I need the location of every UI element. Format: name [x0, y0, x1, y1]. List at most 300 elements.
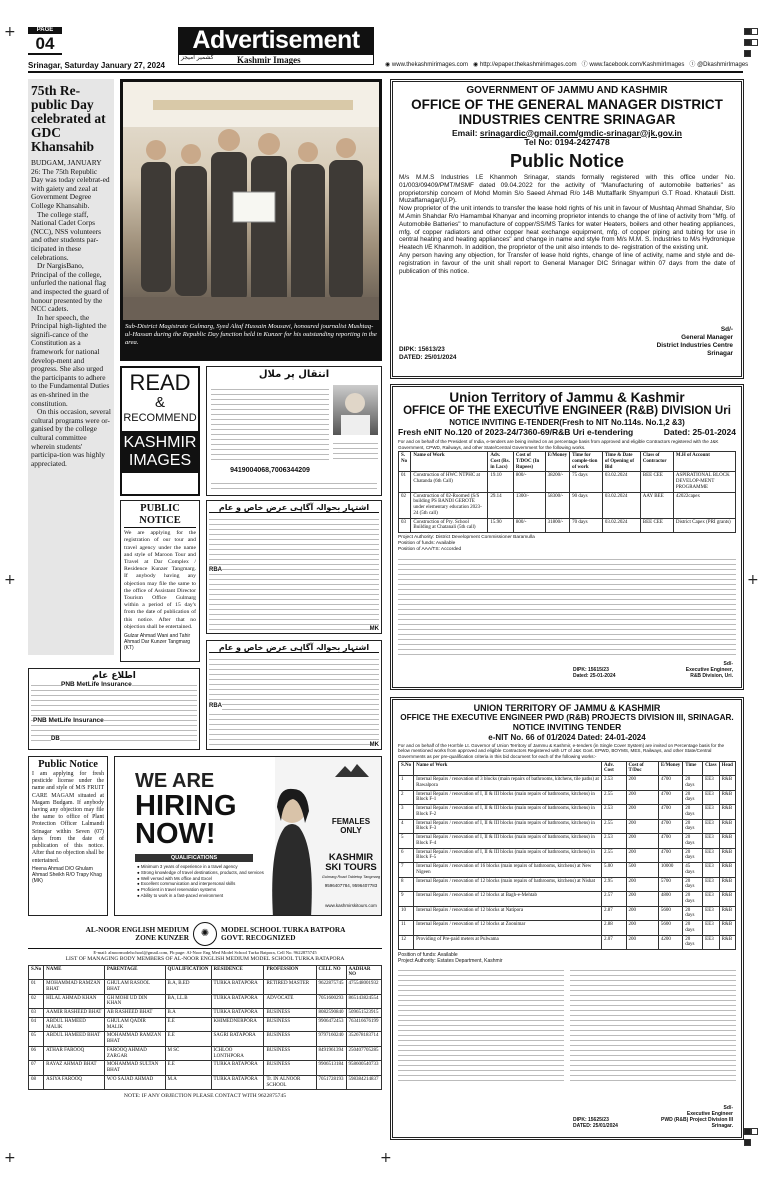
pwd-schedule-text-lines [398, 966, 564, 1084]
web-link-site[interactable]: www.thekashmirimages.com [391, 62, 468, 68]
pnb-heading: اطلاع عام [92, 671, 136, 681]
table-cell: Internal Repairs / renovation of 12 blocks (main repairs of bathrooms, kitchens) at Nishat [414, 877, 602, 892]
pwd-funds-value: Available [437, 952, 458, 958]
brand-site[interactable]: www.kashmirskitours.com [325, 903, 377, 908]
uri-works-rows [399, 472, 736, 533]
table-cell: BA, LL.B [165, 994, 211, 1009]
table-cell: 200 [626, 776, 658, 791]
school-notice [28, 922, 382, 1140]
table-cell: 4700 [658, 805, 682, 820]
table-header-row [399, 452, 736, 472]
table-row [399, 819, 736, 834]
table-cell: 2.57 [602, 892, 626, 907]
brand-name-1: KASHMIR [328, 852, 374, 863]
table-cell: 200 [626, 805, 658, 820]
table-cell: AAY BEE [640, 492, 673, 518]
table-cell: 2.07 [602, 935, 626, 950]
globe-icon: ◉ [472, 62, 479, 68]
table-cell: EE3 [703, 790, 719, 805]
web-link-epaper[interactable]: http://epaper.thekashmirimages.com [479, 62, 577, 68]
story-paragraph: On this occasion, several cultural programs were or-ganised by the college cultural committee wherein students' participa-tion was highly appreciated. [31, 407, 111, 468]
color-bar-bottom [744, 1128, 758, 1150]
pnb-text-lines [31, 681, 197, 743]
table-cell: R&B [719, 790, 735, 805]
table-row [29, 1046, 382, 1061]
table-cell: BUSINESS [264, 1061, 316, 1076]
school-title-right-2: GOVT. RECOGNIZED [221, 933, 296, 942]
notice-heading: PUBLIC NOTICE [124, 503, 196, 528]
table-header: S.No [399, 761, 414, 776]
story-body [31, 159, 111, 468]
table-row [399, 776, 736, 791]
table-cell: 8 [399, 877, 414, 892]
table-cell: RETIRED MASTER [264, 980, 316, 995]
page-label: PAGE [28, 27, 62, 34]
obituary-text-lines-right [333, 439, 378, 463]
table-header: Class of Contractor [640, 452, 673, 472]
hiring-line-1: WE ARE [135, 770, 215, 792]
obituary-text-lines [211, 385, 329, 463]
table-cell: 2.53 [602, 805, 626, 820]
table-cell: 250407705285 [346, 1046, 381, 1061]
table-cell: 11 [399, 921, 414, 936]
obituary-text-footer [211, 479, 377, 491]
uri-dated: Dated: 25-01-2024 [663, 427, 736, 438]
table-cell: 20 days [683, 834, 703, 849]
table-cell: 06 [29, 1046, 44, 1061]
table-cell: 45 days [683, 863, 703, 878]
table-cell: 4700 [658, 776, 682, 791]
uri-tender-notice [390, 384, 744, 690]
pnb-brand: PNB MetLife Insurance [61, 681, 132, 689]
registration-mark-bottom-center: + [380, 1150, 392, 1166]
table-cell: 4200 [658, 935, 682, 950]
globe-icon: ◉ [385, 62, 391, 68]
brand-logo-small [327, 763, 377, 780]
gm-heading: Public Notice [509, 151, 625, 172]
gm-email-label: Email: [452, 127, 478, 138]
table-header: AADHAR NO [346, 965, 381, 980]
table-cell: 200 [626, 834, 658, 849]
uri-footer-value: District Development Commissioner Baramulla [435, 535, 535, 541]
school-title-left-1: AL-NOOR ENGLISH MEDIUM [85, 924, 189, 934]
table-cell: 500 [626, 863, 658, 878]
urdu-notice-text-lines [209, 515, 379, 633]
web-link-facebook[interactable]: www.facebook.com/KashmirImages [589, 62, 685, 68]
table-cell: 90 days [570, 492, 603, 518]
model-photo [265, 777, 319, 916]
table-cell: MOHAMMAD RAMZAN BHAT [44, 980, 105, 995]
table-cell: 2.53 [602, 776, 626, 791]
table-cell: 20 days [683, 790, 703, 805]
table-row [399, 472, 736, 492]
table-header: Time & Date of Opening of Bid [602, 452, 640, 472]
gm-signature: Sd/- General Manager District Industries Centre Srinagar [656, 326, 733, 357]
news-photo [123, 82, 379, 320]
urdu-notice-2 [206, 640, 382, 750]
table-cell: MOHAMMAD RAMZAN BHAT [104, 1032, 165, 1047]
table-cell: E.E [165, 1061, 211, 1076]
registration-mark-mid-right: + [747, 572, 759, 588]
table-cell: EE3 [703, 892, 719, 907]
pwd-terms-text-lines [570, 966, 736, 1084]
table-cell: TURKA BATAPORA [211, 980, 264, 995]
table-cell: Internal Repairs / renovation of 3 blocks (main repairs of bathrooms, kitchens, tile paths) at Rawalpora [414, 776, 602, 791]
table-header: Class [703, 761, 719, 776]
table-cell: 200 [626, 877, 658, 892]
gm-office-1: OFFICE OF THE GENERAL MANAGER DISTRICT [411, 96, 723, 112]
table-cell: Internal Repairs / renovation of I, II & III blocks (main repairs of bathrooms, kitchens) in Block F-5 [414, 848, 602, 863]
table-row [399, 877, 736, 892]
table-header: E/Money [658, 761, 682, 776]
table-cell: 2.88 [602, 921, 626, 936]
table-cell: 1300/- [513, 492, 545, 518]
table-cell: 29.14 [488, 492, 513, 518]
table-cell: 9622875745 [316, 980, 346, 995]
table-cell: R&B [719, 935, 735, 950]
table-cell: 9906472453 [316, 1017, 346, 1032]
story-paragraph: Dr NargisBano, Principal of the college, unfurled the national flag and inspected the guard of honour presented by the NCC cadets. [31, 261, 109, 314]
brand-tagline: Gulmarg Road Tabletop Tangmarg [321, 875, 381, 879]
table-cell: SAGRI BATAPORA [211, 1032, 264, 1047]
table-cell: 2.55 [602, 819, 626, 834]
table-cell: FAROOQ AHMAD ZARGAR [104, 1046, 165, 1061]
table-cell: Tr. IN ALNOOR SCHOOL [264, 1075, 316, 1090]
table-cell: Internal Repairs / renovation of 12 blocks at Zoonimar [414, 921, 602, 936]
table-row [399, 921, 736, 936]
table-cell: EE3 [703, 819, 719, 834]
notice-signature: Heena Ahmad D/O Ghulam Ahmad Sheikh R/O Trapy Khag (MK) [32, 865, 102, 884]
table-cell: 200 [626, 892, 658, 907]
table-cell: Internal Repairs / renovation of I, II & III blocks (main repairs of bathrooms, kitchens) in Block F-2 [414, 805, 602, 820]
table-cell: ATHAR FAROOQ [44, 1046, 105, 1061]
brand-phone: 9596407784, 9596407783 [324, 883, 378, 888]
qualification-item: ● Well versed with Ms office and Excel [137, 875, 212, 881]
table-cell: AAMIR RASHEED BHAT [44, 1009, 105, 1018]
table-row [29, 1075, 382, 1090]
pwd-works-table [398, 761, 736, 951]
table-cell: 509651523915 [346, 1009, 381, 1018]
table-cell: 20 days [683, 819, 703, 834]
table-cell: 7051600293 [316, 994, 346, 1009]
managing-body-table [28, 965, 382, 1091]
table-row [399, 863, 736, 878]
registration-mark-bottom-left: + [4, 1150, 16, 1166]
gm-dipk: DIPK: 15613/23 DATED: 25/01/2024 [399, 346, 457, 361]
table-cell: 200 [626, 790, 658, 805]
table-cell: Internal Repairs / renovation of 16 blocks (main repairs of bathrooms, kitchens) at New Nigeen [414, 863, 602, 878]
table-header: S. No [399, 452, 411, 472]
table-cell: GHULAM RASOOL BHAT [104, 980, 165, 995]
table-cell: E.E [165, 1017, 211, 1032]
table-cell: R&B [719, 892, 735, 907]
school-emblem-icon: ✺ [193, 922, 217, 946]
table-cell: HILAL AHMAD KHAN [44, 994, 105, 1009]
hiring-line-3: NOW! [135, 818, 216, 850]
table-cell: 58300/- [545, 492, 569, 518]
table-cell: 15.90 [488, 518, 513, 533]
table-cell: 70 days [570, 518, 603, 533]
table-cell: R&B [719, 877, 735, 892]
hiring-ad [114, 756, 382, 916]
table-cell: ABDUL HAMEED BHAT [44, 1032, 105, 1047]
urdu-notice-1 [206, 500, 382, 634]
table-cell: Internal Repairs / renovation of I, II & III blocks (main repairs of bathrooms, kitchens) in Block F-4 [414, 834, 602, 849]
table-cell: R&B [719, 848, 735, 863]
table-cell: 5.00 [602, 863, 626, 878]
table-cell: 9906513184 [316, 1061, 346, 1076]
table-header: E/Money [545, 452, 569, 472]
table-cell: 598384214837 [346, 1075, 381, 1090]
table-cell: 9 [399, 892, 414, 907]
table-cell: 800/- [513, 472, 545, 492]
table-cell: 2.55 [602, 848, 626, 863]
table-cell: 75 days [570, 472, 603, 492]
table-cell: 1 [399, 776, 414, 791]
table-header: Head [719, 761, 735, 776]
table-cell: 352678183714 [346, 1032, 381, 1047]
pwd-office: OFFICE THE EXECUTIVE ENGINEER PWD (R&B) PROJECTS DIVISION III, SRINAGAR. [400, 713, 734, 723]
table-row [29, 1061, 382, 1076]
managing-body-rows [29, 980, 382, 1090]
table-cell: BEE CEE [640, 472, 673, 492]
table-row [29, 994, 382, 1009]
table-cell: 4700 [658, 848, 682, 863]
public-notice-tour [120, 500, 200, 662]
masthead-urdu: کشمیر امیجز [181, 54, 214, 61]
table-header: CELL NO [316, 965, 346, 980]
school-title-right-1: MODEL SCHOOL TURKA BATPORA [221, 924, 346, 934]
table-header: Cost of T/Doc [626, 761, 658, 776]
notice-code: MK [369, 626, 379, 633]
table-cell: R&B [719, 776, 735, 791]
table-header: Time for comple-tion of work [570, 452, 603, 472]
table-cell: 4700 [658, 790, 682, 805]
people-illustration [123, 82, 379, 320]
table-row [29, 1009, 382, 1018]
uri-footer-funds: Position of funds: Available [398, 541, 456, 547]
uri-footer-aaa: Position of AAA/TS: Accorded [398, 547, 462, 553]
table-cell: E.E [165, 1032, 211, 1047]
table-cell: 4800 [658, 892, 682, 907]
story-paragraph: BUDGAM, JANUARY 26: The 75th Republic Day was today celebrat-ed with gaiety and zeal at Government Degree College Khansahib. [31, 158, 110, 210]
table-cell: 12 [399, 935, 414, 950]
table-header: Adv. Cost [602, 761, 626, 776]
table-cell: 8082590840 [316, 1009, 346, 1018]
gm-tel: Tel No: 0194-2427478 [524, 137, 610, 148]
table-cell: 2.55 [602, 790, 626, 805]
females-only: FEMALES ONLY [331, 817, 371, 835]
table-header: M.H of Account [673, 452, 735, 472]
table-cell: 200 [626, 921, 658, 936]
registration-mark-top-left: + [4, 24, 16, 40]
table-cell: M.A [165, 1075, 211, 1090]
table-row [399, 492, 736, 518]
table-cell: 03.02.2024 [602, 472, 640, 492]
qualification-item: ● Strong knowledge of travel destinations, products, and services [137, 869, 264, 875]
table-cell: 5600 [658, 906, 682, 921]
gm-paragraph: Now proprietor of the unit intends to transfer the lease hold rights of his unit in favour of Mushtaq Ahmad Shahdar, S/o M.Amin Shahdar R/o Hamambal Khanyar and incoming proprietor intends to change the of line of activity from "Mfg. of Automobile Batteries" to manufacture of copper/SS/MS Tanks for water Heaters, boilers and other heating appliances, mfg. of copper radiators and other copper heat exchange equipment, mfg. of copper piping and tubing for use in central heating and heating appliances" and change in name and style from M/s M.M. S. Industries to M/s Hydronique Heatech I/E Khanmoh. In addition, the proprietor of the unit also intends to de- registration of the existing unit. [399, 205, 735, 252]
table-cell: ASPIRATIONAL BLOCK DEVELOP-MENT PROGRAMME [673, 472, 735, 492]
notice-heading: Public Notice [38, 759, 98, 770]
table-cell: 20 days [683, 892, 703, 907]
table-cell: EE3 [703, 921, 719, 936]
color-bar [744, 28, 758, 62]
notice-code: DB [51, 736, 60, 743]
table-cell: 8491961394 [316, 1046, 346, 1061]
table-cell: B.A [165, 1009, 211, 1018]
table-cell: ASIYA FAROOQ [44, 1075, 105, 1090]
hiring-line-2: HIRING [135, 790, 237, 822]
masthead-banner [178, 27, 374, 65]
table-cell: 7 [399, 863, 414, 878]
recommend-text: RECOMMEND [123, 412, 197, 424]
table-cell: RAYAZ AHMAD BHAT [44, 1061, 105, 1076]
table-cell: 20 days [683, 921, 703, 936]
rba-tag: RBA [209, 703, 222, 710]
table-header: Name of Work [414, 761, 602, 776]
table-cell: 31800/- [545, 518, 569, 533]
table-cell: 10000 [658, 863, 682, 878]
table-cell: 4 [399, 819, 414, 834]
table-cell: BUSINESS [264, 1009, 316, 1018]
uri-signature: Sd/- Executive Engineer, R&B Division, Uri. [685, 661, 733, 679]
table-cell: EE3 [703, 863, 719, 878]
table-cell: EE3 [703, 935, 719, 950]
pwd-auth-label: Project Authority [398, 958, 435, 965]
pwd-tender-notice: UNION TERRITORY OF JAMMU & KASHMIR OFFICE THE EXECUTIVE ENGINEER PWD (R&B) PROJECTS DIVISION III, SRINAGAR. NOTICE INVITING TENDER e-NIT No. 66 of 01/2024 Dated: 24-01-2024 For and on behalf of the Hon'ble Lt. Governor of Union Territory of Jammu & Kashmir, e-tenders (in Single Cover System) are invited on Percentage basis for the below mentioned works from approved and eligible Contractors Registered with UT of J&K Govt. EPWD, BOYMS, MES, Railways, and other State/Central Governments as per pre-qualification criteria in this bid document for each of the following works:- S.No Name of Work Adv. Cost Cost of T/Doc E/Money Time Class Head 1 Internal Repairs / renovation of 3 blocks (main repairs of bathrooms, kitchens, tile paths) at Rawalpora 2.53 200 4700 20 days EE3 R&B 2 Internal Repairs / renovation of I, II & III blocks (main repairs of bathrooms, kitchens) in Block F-1 2.55 200 4700 20 days EE3 R&B 3 Internal Repairs / renovation of I, II & III blocks (main repairs of bathrooms, kitchens) in Block F-2 2.53 200 4700 20 days EE3 R&B 4 Internal Repairs / renovation of I, II & III blocks (main repairs of bathrooms, kitchens) in Block F-3 2.55 200 4700 20 days EE3 R&B 5 Internal Repairs / renovation of I, II & III blocks (main repairs of bathrooms, kitchens) in Block F-4 2.53 200 4700 20 days EE3 R&B 6 Internal Repairs / renovation of I, II & III blocks (main repairs of bathrooms, kitchens) in Block F-5 2.55 200 4700 20 days EE3 R&B 7 Internal Repairs / renovation of 16 blocks (main repairs of bathrooms, kitchens) at New Nigeen 5.00 500 10000 45 days EE3 R&B 8 Internal Repairs / renovation of 12 blocks (main repairs of bathrooms, kitchens) at Nishat 2.95 200 5700 20 days EE3 R&B 9 Internal Repairs / renovation of 12 blocks at Bagh-e-Mehtab 2.57 200 4800 20 days EE3 R&B 10 Internal Repairs / renovation of 12 blocks at Natipora 2.87 200 5600 20 days EE3 R&B 11 Internal Repairs / renovation of 12 blocks at Zoonimar 2.88 200 5600 20 days EE3 R&B 12 Providing of Pre-paid meters at Pulwama 2.07 200 4200 20 days EE3 R&B Position of funds: Available Project Authority: Estates Department, Kashmir Sd/- Executive Engineer PWD (R&B) Project Division III Srinagar. DIPK: 15625/23 DATED: 25/01/2024 [390, 697, 744, 1140]
table-cell: 2.95 [602, 877, 626, 892]
table-cell: Providing of Pre-paid meters at Pulwama [414, 935, 602, 950]
news-photo-block [120, 79, 382, 361]
table-cell: EE3 [703, 805, 719, 820]
gm-paragraph: Any person having any objection, for Transfer of lease hold rights, change of line of activity, name and style and de-registration in favour of the unit shall report to General Manager DIC Srinagar within 07 days from the date of publication of this notice. [399, 252, 735, 275]
table-cell: 20 days [683, 935, 703, 950]
table-header: Cost of T/DOC (In Rupees) [513, 452, 545, 472]
registration-mark-mid-left: + [4, 572, 16, 588]
table-header: PROFESSION [264, 965, 316, 980]
table-cell: EE3 [703, 906, 719, 921]
gm-office-2: INDUSTRIES CENTRE SRINAGAR [458, 111, 676, 127]
table-cell: M SC [165, 1046, 211, 1061]
obituary-notice [206, 366, 382, 496]
pwd-intro: For and on behalf of the Hon'ble Lt. Governor of Union Territory of Jammu & Kashmir, e-tenders (in Single Cover System) are invited on Percentage basis for the below mentioned works from approved and eligible Contractors Registered with UT of J&K Govt. EPWD, BOYMS, MES, Railways, and other State/Central Governments as per pre-qualification criteria in this bid document for each of the following works:- [398, 742, 725, 759]
table-cell: Construction of HWC NTPHC at Chatanda (6th Call) [411, 472, 488, 492]
qualification-item: ● Proficient in travel reservation systems [137, 887, 217, 893]
pwd-works-rows [399, 776, 736, 950]
table-cell: 42022capex [673, 492, 735, 518]
brand-kashmir: KASHMIR [123, 434, 197, 451]
table-row [29, 980, 382, 995]
table-cell: Internal Repairs / renovation of I, II & III blocks (main repairs of bathrooms, kitchens) in Block F-1 [414, 790, 602, 805]
table-cell: W/O SAJAD AHMAD [104, 1075, 165, 1090]
table-cell: 20 days [683, 848, 703, 863]
qualification-item: ● Minimum 3 years of experience in a travel agency [137, 864, 238, 869]
rba-tag: RBA [209, 567, 222, 574]
table-cell: Internal Repairs / renovation of 12 blocks at Natipora [414, 906, 602, 921]
table-cell: R&B [719, 921, 735, 936]
table-row [29, 1032, 382, 1047]
table-cell: TURKA BATAPORA [211, 1009, 264, 1018]
table-cell: 200 [626, 819, 658, 834]
table-cell: Construction of Pry. School Building at Chatanali (5th call) [411, 518, 488, 533]
table-cell: 03.02.2024 [602, 518, 640, 533]
table-cell: 5700 [658, 877, 682, 892]
table-cell: TURKA BATAPORA [211, 1061, 264, 1076]
brand-name-2: SKI TOURS [325, 862, 377, 873]
mountain-icon [335, 763, 369, 777]
table-cell: EE3 [703, 877, 719, 892]
table-cell: 19.10 [488, 472, 513, 492]
urdu-notice-text-lines [209, 655, 379, 749]
table-cell: 5600 [658, 921, 682, 936]
table-cell: 20 days [683, 877, 703, 892]
gm-gov: GOVERNMENT OF JAMMU AND KASHMIR [466, 85, 668, 96]
table-cell: ABDUL HAMEED MALIK [44, 1017, 105, 1032]
table-cell: R&B [719, 834, 735, 849]
story-paragraph: In her speech, the Principal high-lighted the signifi-cance of the Constitution as a framework for national develop-ment and progress. She also urged the participants to adhere to the Fundamental Duties as en-shrined in the constitution. [31, 312, 110, 408]
uri-enit: Fresh eNIT No.120 of 2023-24/7360-69/R&B Uri e-tendering [398, 427, 634, 438]
table-cell: 5 [399, 834, 414, 849]
table-cell: 763416676199 [346, 1017, 381, 1032]
table-header: Adv. Cost (Rs. in Lacs) [488, 452, 513, 472]
table-cell: B.A, B.ED [165, 980, 211, 995]
table-cell: 7051728193 [316, 1075, 346, 1090]
pwd-signature: Sd/- Executive Engineer PWD (R&B) Project Division III Srinagar. [661, 1105, 733, 1129]
table-cell: R&B [719, 863, 735, 878]
table-cell: 05 [29, 1032, 44, 1047]
notice-signature: Gulzar Ahmad Wani and Tahir Ahmad Dar Kunzer Tangmarg (KT) [124, 632, 191, 651]
table-row [399, 790, 736, 805]
table-cell: AB RASHEED BHAT [104, 1009, 165, 1018]
table-cell: 958600540733 [346, 1061, 381, 1076]
pwd-nit: NOTICE INVITING TENDER [512, 721, 622, 732]
gm-dic-notice [390, 79, 744, 379]
story-headline: 75th Re-public Day celebrated at GDC Khansahib [31, 83, 106, 154]
uri-intro: For and on behalf of the President of India, e-tenders are being invited on as percentage basis from approved and eligible Contractors registered with the J&K Government, CPWD, Railways, and other State/Central Government for the following works. [398, 438, 719, 450]
qualifications-list [137, 864, 267, 899]
table-cell: 9797160240 [316, 1032, 346, 1047]
school-list-title: LIST OF MANAGING BODY MEMBERS OF AL-NOOR ENGLISH MEDIUM MODEL SCHOOL TURKA BATAPORA [65, 956, 345, 963]
urdu-notice-heading: اشتہار بحوالہ آگاہی عرض خاص و عام [209, 643, 379, 653]
table-cell: R&B [719, 805, 735, 820]
table-cell: TURKA BATAPORA [211, 994, 264, 1009]
uri-nit: NOTICE INVITING E-TENDER(Fresh to NIT No.114s. No.1,2 &3) [449, 418, 685, 427]
table-header: Name of Work [411, 452, 488, 472]
table-cell: 4700 [658, 834, 682, 849]
masthead-subtitle: Kashmir Images [237, 55, 301, 65]
table-cell: 07 [29, 1061, 44, 1076]
obituary-phone: 9419004068,7006344209 [230, 467, 310, 474]
table-cell: 01 [399, 472, 411, 492]
pwd-dipk: DIPK: 15625/23 DATED: 25/01/2024 [573, 1117, 618, 1129]
table-header-row [29, 965, 382, 980]
table-header-row [399, 761, 736, 776]
table-cell: EE3 [703, 776, 719, 791]
uri-office: OFFICE OF THE EXECUTIVE ENGINEER (R&B) DIVISION Uri [403, 405, 731, 417]
table-row [399, 848, 736, 863]
web-link-twitter[interactable]: @DkashmirImages [697, 62, 749, 68]
table-cell: R&B [719, 906, 735, 921]
table-cell: GH MOHI UD DIN KHAN [104, 994, 165, 1009]
gm-email-link[interactable]: srinagardic@gmail.com/gmdic-srinagar@jk.gov.in [479, 127, 682, 138]
table-cell: 2 [399, 790, 414, 805]
table-cell: Construction of 02-Roomed (S/S building PS BANDI GEROTE under elementary education 2023-24 (5th call) [411, 492, 488, 518]
pwd-enit: e-NIT No. 66 of 01/2024 Dated: 24-01-2024 [488, 732, 646, 742]
table-cell: GHULAM QADIR MALIK [104, 1017, 165, 1032]
table-cell: EE3 [703, 834, 719, 849]
table-cell: R&B [719, 819, 735, 834]
